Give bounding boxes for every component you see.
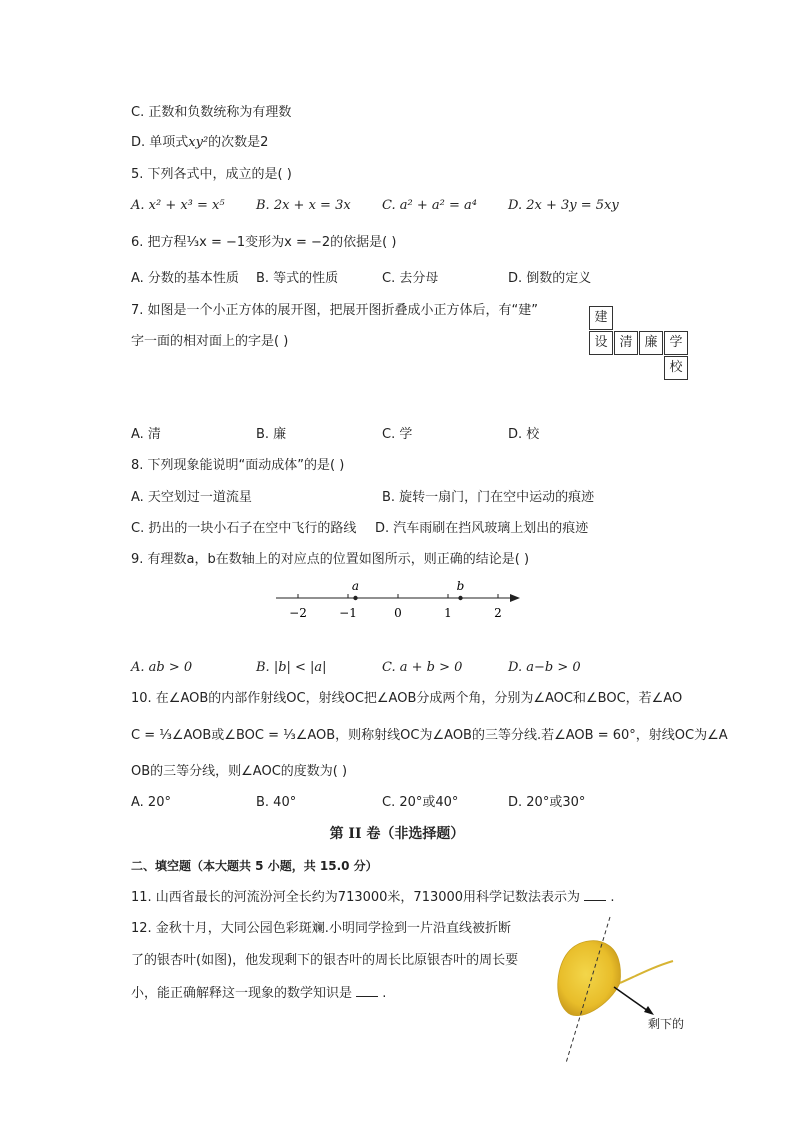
q10-option-a: A. 20° [131, 795, 171, 810]
q10-line1: 10. 在∠AOB的内部作射线OC，射线OC把∠AOB分成两个角，分别为∠AOC和∠BOC，若∠AO [131, 691, 683, 706]
cube-face-lian: 廉 [639, 331, 663, 355]
q4-option-d-expression: xy² [188, 135, 209, 150]
number-line-arrow [510, 594, 520, 602]
q8-option-a: A. 天空划过一道流星 [131, 490, 252, 505]
section-heading-fill-in: 二、填空题（本大题共 5 小题，共 15.0 分） [131, 859, 378, 873]
q9-option-a: A. ab > 0 [131, 660, 193, 675]
point-a [353, 596, 357, 600]
cube-face-jian: 建 [589, 306, 613, 330]
figure-label-remaining: 剩下的 [648, 1017, 685, 1031]
q6-option-b: B. 等式的性质 [256, 271, 339, 286]
q10-line3: OB的三等分线，则∠AOC的度数为( ) [131, 764, 348, 779]
q8-stem: 8. 下列现象能说明“面动成体”的是( ) [131, 458, 345, 473]
cube-face-qing: 清 [614, 331, 638, 355]
q7-stem-line1: 7. 如图是一个小正方体的展开图，把展开图折叠成小正方体后，有“建” [131, 303, 539, 318]
q8-option-d: D. 汽车雨刷在挡风玻璃上划出的痕迹 [375, 521, 589, 536]
q4-option-d-prefix: D. 单项式 [131, 135, 189, 150]
part-two-title: 第 II 卷（非选择题） [329, 826, 465, 842]
q12-line3-text: 小，能正确解释这一现象的数学知识是 [131, 986, 353, 1001]
tick-label: 2 [494, 606, 502, 620]
pointer-arrow-line [614, 987, 648, 1011]
ginkgo-leaf-figure [548, 915, 708, 1065]
point-label: b [456, 579, 465, 593]
q6-option-a: A. 分数的基本性质 [131, 271, 239, 286]
q4-option-d-suffix: 的次数是2 [208, 135, 269, 150]
ginkgo-leaf-icon [558, 941, 621, 1016]
q11-answer-blank[interactable] [584, 888, 606, 901]
q6-option-c: C. 去分母 [382, 271, 439, 286]
q6-stem: 6. 把方程⅓x = −1变形为x = −2的依据是( ) [131, 235, 397, 250]
cube-face-she: 设 [589, 331, 613, 355]
q10-option-c: C. 20°或40° [382, 795, 459, 810]
q12-line1: 12. 金秋十月，大同公园色彩斑斓.小明同学捡到一片沿直线被折断 [131, 921, 511, 936]
q5-option-a: A. x² + x³ = x⁵ [131, 198, 225, 213]
q11-text [131, 888, 614, 907]
q12-line3 [131, 984, 386, 1003]
q12-end: . [382, 986, 387, 1001]
q12-answer-blank[interactable] [356, 984, 378, 997]
q4-option-d [131, 134, 268, 152]
q7-option-b: B. 廉 [256, 427, 287, 442]
tick-label: 1 [444, 606, 452, 620]
q5-stem: 5. 下列各式中，成立的是( ) [131, 167, 292, 182]
q5-option-d: D. 2x + 3y = 5xy [508, 198, 619, 213]
q11-end: . [610, 890, 615, 905]
q6-option-d: D. 倒数的定义 [508, 271, 592, 286]
q7-option-d: D. 校 [508, 427, 540, 442]
tick-label: −1 [339, 606, 357, 620]
q7-stem-line2: 字一面的相对面上的字是( ) [131, 334, 289, 349]
q11-stem: 11. 山西省最长的河流汾河全长约为713000米，713000用科学记数法表示为 [131, 890, 581, 905]
q9-stem: 9. 有理数a，b在数轴上的对应点的位置如图所示，则正确的结论是( ) [131, 552, 530, 567]
number-line [270, 572, 530, 624]
q7-option-c: C. 学 [382, 427, 413, 442]
point-label: a [351, 579, 360, 593]
q8-option-c: C. 扔出的一块小石子在空中飞行的路线 [131, 521, 357, 536]
q10-line2: C = ⅓∠AOB或∠BOC = ⅓∠AOB，则称射线OC为∠AOB的三等分线.若∠AOB = 60°，射线OC为∠A [131, 728, 728, 743]
cube-face-xue: 学 [664, 331, 688, 355]
q5-option-c: C. a² + a² = a⁴ [382, 198, 477, 213]
pointer-arrow-head [644, 1006, 654, 1015]
q12-line2: 了的银杏叶(如图)，他发现剩下的银杏叶的周长比原银杏叶的周长要 [131, 953, 519, 968]
leaf-stem [620, 961, 673, 983]
q4-option-c: C. 正数和负数统称为有理数 [131, 105, 292, 120]
q9-option-c: C. a + b > 0 [382, 660, 463, 675]
q10-option-b: B. 40° [256, 795, 297, 810]
point-b [458, 596, 462, 600]
q10-option-d: D. 20°或30° [508, 795, 586, 810]
cube-face-xiao: 校 [664, 356, 688, 380]
tick-label: 0 [394, 606, 402, 620]
q9-option-d: D. a−b > 0 [508, 660, 581, 675]
q8-option-b: B. 旋转一扇门，门在空中运动的痕迹 [382, 490, 595, 505]
tick-label: −2 [289, 606, 307, 620]
q5-option-b: B. 2x + x = 3x [256, 198, 351, 213]
q7-option-a: A. 清 [131, 427, 161, 442]
q9-option-b: B. |b| < |a| [256, 660, 327, 675]
